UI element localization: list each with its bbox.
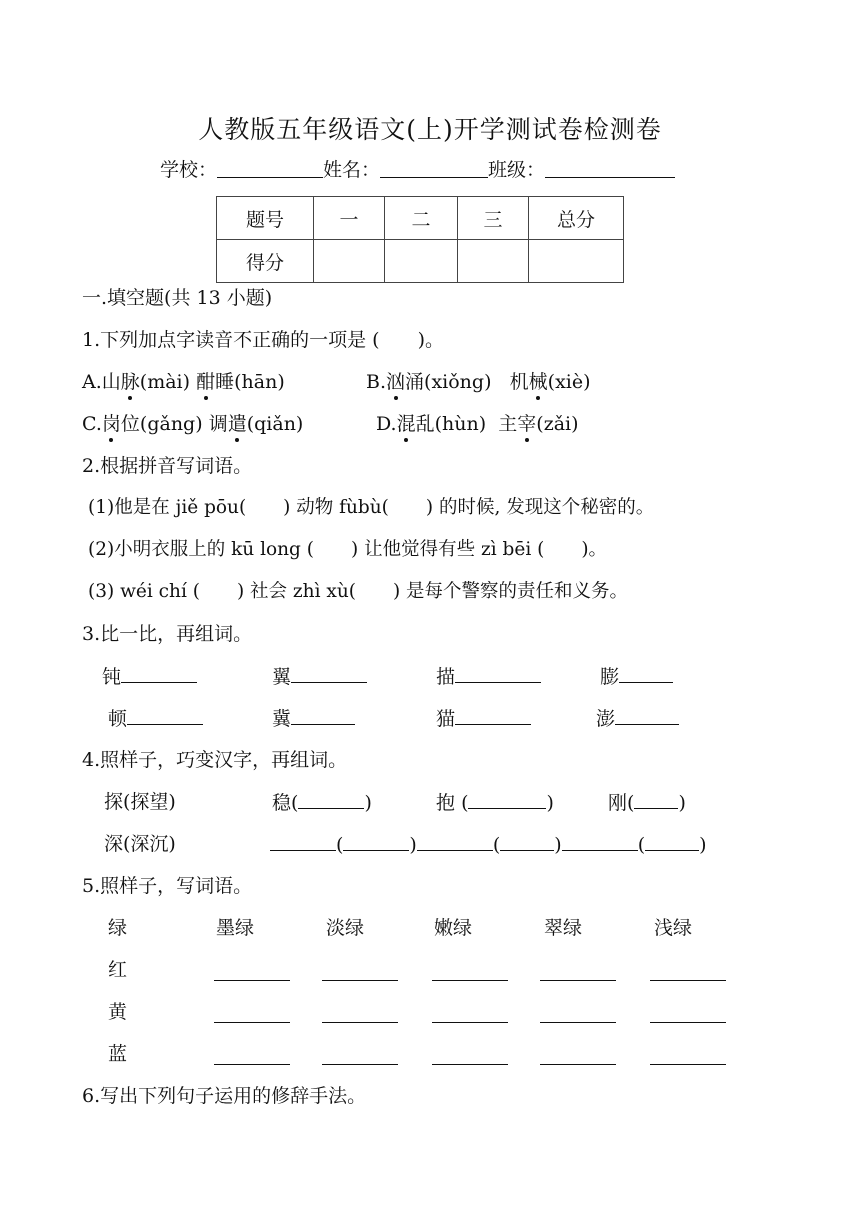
header-word: 翠绿 [544, 917, 583, 939]
answer-blank[interactable] [298, 790, 364, 809]
table-cell: 题号 [217, 197, 314, 240]
word-part: 睡(hān) [215, 371, 285, 393]
word-part: 位(gǎng) [120, 413, 203, 435]
question-2-stem: 2.根据拼音写词语。 [82, 455, 253, 477]
table-cell: 一 [314, 197, 385, 240]
option-d[interactable] [376, 412, 579, 436]
paren: ( [291, 792, 299, 814]
answer-blank[interactable] [468, 790, 546, 809]
option-c[interactable] [82, 412, 303, 436]
word-part: (zǎi) [536, 413, 579, 435]
option-label: C. [82, 413, 102, 435]
answer-blank[interactable] [645, 832, 699, 851]
word-part: 机 [509, 371, 529, 393]
char: 刚 [608, 792, 628, 814]
class-label: 班级： [488, 159, 546, 181]
char: 翼 [272, 666, 292, 688]
char: 描 [436, 666, 456, 688]
table-cell: 总分 [529, 197, 624, 240]
question-1-stem: 1.下列加点字读音不正确的一项是 ( )。 [82, 329, 444, 351]
question-2-sentence-2: (2)小明衣服上的 kū long ( ) 让他觉得有些 zì bēi ( )。 [88, 539, 608, 560]
page-title: 人教版五年级语文(上)开学测试卷检测卷 [198, 115, 662, 144]
section-heading: 一.填空题(共 13 小题) [82, 287, 273, 309]
dotted-char: 酣 [196, 371, 216, 393]
transform-item [608, 790, 686, 815]
class-blank[interactable] [545, 159, 675, 178]
char: 钝 [102, 666, 122, 688]
compare-item [600, 664, 673, 689]
question-2-sentence-3: (3) wéi chí ( ) 社会 zhì xù( ) 是每个警察的责任和义务。 [88, 581, 629, 602]
paren: ( [492, 834, 501, 856]
compare-item [272, 664, 367, 689]
answer-blank[interactable] [343, 832, 409, 851]
char: 抱 [436, 792, 456, 814]
example-1: 探(探望) [104, 791, 176, 813]
row-label: 黄 [108, 1001, 128, 1023]
dotted-char: 汹 [386, 371, 406, 393]
paren: ( [336, 834, 344, 856]
name-label: 姓名： [323, 159, 381, 181]
compare-item [436, 706, 531, 731]
answer-blank[interactable] [432, 1002, 508, 1023]
word-part: (xiè) [547, 371, 591, 393]
option-b[interactable] [366, 370, 591, 394]
word-part: 乱(hùn) [415, 413, 487, 435]
score-cell[interactable] [458, 240, 529, 283]
paren: ) [409, 834, 417, 856]
score-table-header-row [217, 197, 624, 240]
paren: ) [364, 792, 372, 814]
dotted-char: 岗 [101, 413, 121, 435]
answer-blank[interactable] [214, 1002, 290, 1023]
paren: ) [699, 834, 707, 856]
answer-blank[interactable] [455, 664, 541, 683]
score-cell[interactable] [314, 240, 385, 283]
question-3-stem: 3.比一比，再组词。 [82, 623, 253, 645]
answer-blank[interactable] [127, 706, 203, 725]
answer-blank[interactable] [615, 706, 679, 725]
answer-blank[interactable] [432, 960, 508, 981]
answer-blank[interactable] [322, 1044, 398, 1065]
answer-grid [214, 960, 734, 1080]
answer-blank[interactable] [619, 664, 673, 683]
paren: ) [678, 792, 686, 814]
answer-blank[interactable] [432, 1044, 508, 1065]
option-label: A. [82, 371, 102, 393]
compare-item [102, 664, 197, 689]
name-blank[interactable] [380, 159, 488, 178]
answer-blank[interactable] [500, 832, 554, 851]
score-cell[interactable] [385, 240, 458, 283]
header-word: 淡绿 [326, 917, 365, 939]
score-table-score-row [217, 240, 624, 283]
table-cell: 得分 [217, 240, 314, 283]
word-part: 调 [208, 413, 228, 435]
transform-blanks [270, 832, 707, 857]
option-label: D. [376, 413, 397, 435]
question-5-stem: 5.照样子，写词语。 [82, 875, 253, 897]
question-2-sentence-1: (1)他是在 jiě pōu( ) 动物 fùbù( ) 的时候, 发现这个秘密的。 [88, 497, 655, 518]
answer-blank[interactable] [214, 960, 290, 981]
word-part: (qiǎn) [246, 413, 304, 435]
compare-item [596, 706, 679, 731]
score-table [216, 196, 624, 283]
question-6-stem: 6.写出下列句子运用的修辞手法。 [82, 1085, 367, 1107]
compare-item [436, 664, 541, 689]
answer-blank[interactable] [291, 706, 355, 725]
paren: ) [554, 834, 562, 856]
answer-blank[interactable] [540, 1002, 616, 1023]
dotted-char: 遣 [227, 413, 247, 435]
score-cell[interactable] [529, 240, 624, 283]
paren: ) [546, 792, 554, 814]
word-part: 山 [101, 371, 121, 393]
char: 澎 [596, 708, 616, 730]
dotted-char: 混 [396, 413, 416, 435]
paren: ( [637, 834, 646, 856]
answer-blank[interactable] [417, 832, 493, 851]
char: 猫 [436, 708, 456, 730]
header-word: 绿 [108, 917, 128, 939]
word-part: (mài) [139, 371, 191, 393]
transform-item [272, 790, 372, 815]
char: 顿 [108, 708, 128, 730]
char: 稳 [272, 792, 292, 814]
word-part: 主 [498, 413, 518, 435]
compare-item [108, 706, 203, 731]
answer-blank[interactable] [650, 960, 726, 981]
option-label: B. [366, 371, 387, 393]
table-cell: 三 [458, 197, 529, 240]
answer-blank[interactable] [650, 1044, 726, 1065]
answer-blank[interactable] [322, 1002, 398, 1023]
answer-blank[interactable] [322, 960, 398, 981]
answer-blank[interactable] [540, 960, 616, 981]
row-label: 红 [108, 959, 128, 981]
char: 冀 [272, 708, 292, 730]
row-label: 蓝 [108, 1043, 128, 1065]
school-label: 学校： [160, 159, 218, 181]
paren: ( [627, 792, 635, 814]
answer-blank[interactable] [540, 1044, 616, 1065]
answer-blank[interactable] [650, 1002, 726, 1023]
option-a[interactable] [82, 370, 285, 394]
question-4-stem: 4.照样子，巧变汉字，再组词。 [82, 749, 348, 771]
example-2: 深(深沉) [104, 833, 176, 855]
dotted-char: 脉 [120, 371, 140, 393]
transform-item [436, 790, 554, 815]
table-cell: 二 [385, 197, 458, 240]
header-word: 墨绿 [216, 917, 255, 939]
answer-blank[interactable] [270, 832, 336, 851]
compare-item [272, 706, 355, 731]
char: 膨 [600, 666, 620, 688]
paren: ( [461, 792, 469, 814]
answer-blank[interactable] [214, 1044, 290, 1065]
dotted-char: 宰 [517, 413, 537, 435]
answer-blank[interactable] [634, 790, 678, 809]
answer-blank[interactable] [121, 664, 197, 683]
answer-blank[interactable] [291, 664, 367, 683]
header-word: 嫩绿 [434, 917, 473, 939]
school-blank[interactable] [217, 159, 323, 178]
header-word: 浅绿 [654, 917, 693, 939]
info-line [160, 158, 675, 182]
answer-blank[interactable] [455, 706, 531, 725]
answer-blank[interactable] [562, 832, 638, 851]
word-part: 涌(xiǒng) [405, 371, 492, 393]
dotted-char: 械 [528, 371, 548, 393]
